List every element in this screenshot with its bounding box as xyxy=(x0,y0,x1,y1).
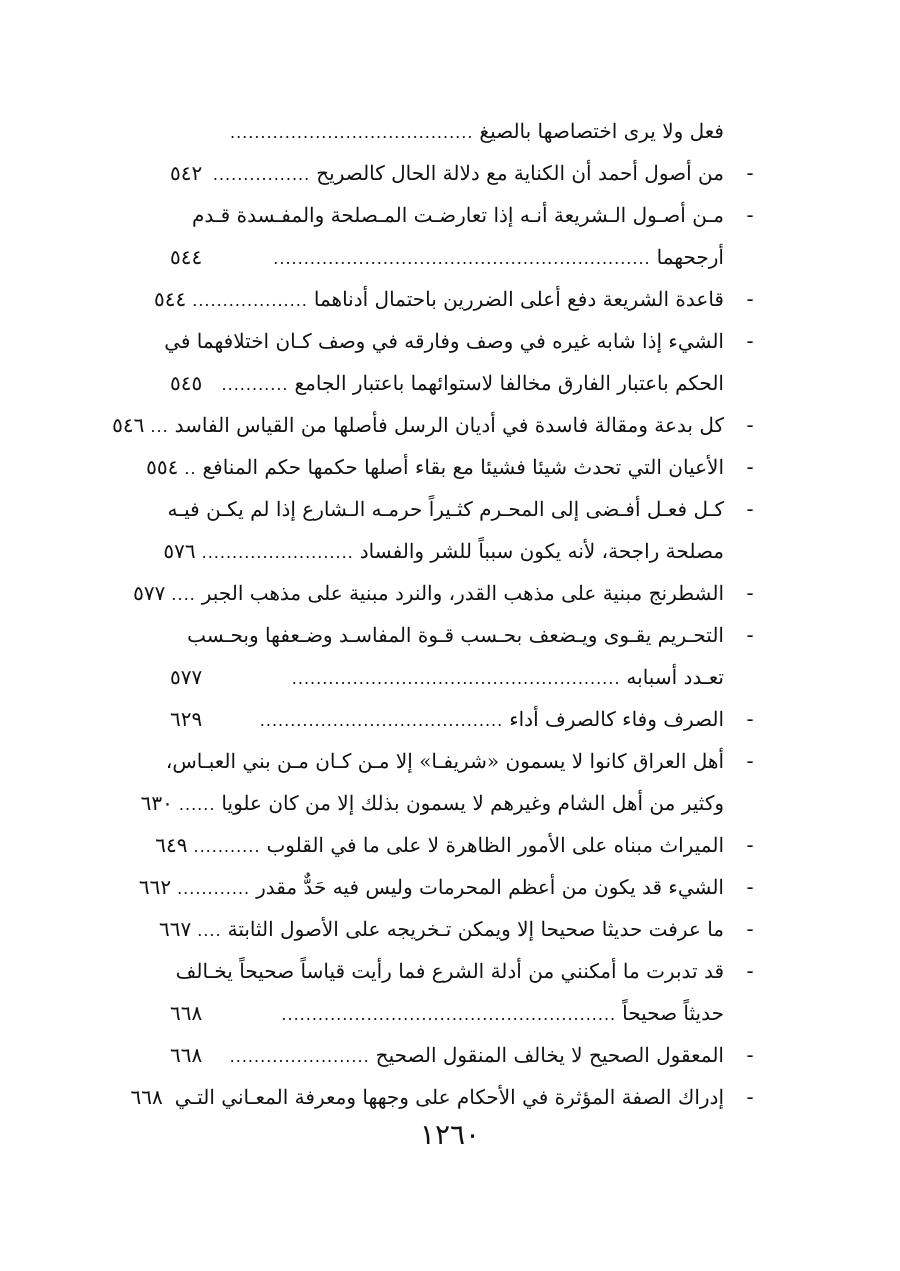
index-entry xyxy=(170,698,760,740)
entry-dash: - xyxy=(746,455,754,479)
entry-line xyxy=(164,320,724,362)
entry-line xyxy=(170,1034,724,1076)
entry-text: أهل العراق كانوا لا يسمون «شريفـا» إلا مـن كـان مـن بني العبـاس، xyxy=(165,749,724,773)
index-list xyxy=(112,110,760,1118)
index-entry xyxy=(133,572,760,614)
index-entry xyxy=(154,278,760,320)
index-entry xyxy=(170,194,760,278)
entry-line xyxy=(159,908,724,950)
entry-text: الشيء إذا شابه غيره في وصف وفارقه في وصف كـان اختلافهما في xyxy=(164,329,724,353)
page-reference: ٥٧٧ xyxy=(133,581,166,605)
page-reference: ٦٣٠ xyxy=(140,791,173,815)
entry-text: الميراث مبناه على الأمور الظاهرة لا على ما في القلوب xyxy=(266,833,724,857)
entry-text: قد تدبرت ما أمكنني من أدلة الشرع فما رأيت قياساً صحيحاً يخـالف xyxy=(175,959,724,983)
leader-dots: ........... xyxy=(193,837,261,856)
entry-text: الحكم باعتبار الفارق مخالفا لاستوائهما باعتبار الجامع xyxy=(294,371,724,395)
page-reference: ٦٦٨ xyxy=(170,1043,203,1067)
entry-line xyxy=(170,698,724,740)
entry-text: فعل ولا يرى اختصاصها بالصيغ xyxy=(479,119,724,143)
entry-text: مـن أصـول الـشريعة أنـه إذا تعارضـت المـصلحة والمفـسدة قـدم xyxy=(191,203,724,227)
leader-dots: .. xyxy=(184,459,197,478)
entry-line xyxy=(167,488,724,530)
entry-text: الشيء قد يكون من أعظم المحرمات وليس فيه حَدٌّ مقدر xyxy=(256,875,724,899)
entry-dash: - xyxy=(746,287,754,311)
page-number: ١٢٦٠ xyxy=(419,1118,481,1151)
entry-dash: - xyxy=(746,1043,754,1067)
leader-dots: ........................................ xyxy=(229,123,474,142)
entry-line xyxy=(170,110,724,152)
entry-line xyxy=(170,992,724,1034)
entry-dash: - xyxy=(746,875,754,899)
entry-dash: - xyxy=(746,959,754,983)
entry-text: من أصول أحمد أن الكناية مع دلالة الحال كالصريح xyxy=(316,161,724,185)
index-entry xyxy=(170,950,760,1034)
page-reference: ٦٦٨ xyxy=(130,1085,163,1109)
entry-line xyxy=(154,278,724,320)
entry-dash: - xyxy=(746,581,754,605)
leader-dots: ................... xyxy=(192,291,308,310)
entry-text: أرجحهما xyxy=(656,245,724,269)
entry-line xyxy=(170,194,724,236)
entry-line xyxy=(155,824,724,866)
index-entry xyxy=(140,740,760,824)
entry-dash: - xyxy=(746,497,754,521)
entry-dash: - xyxy=(746,917,754,941)
entry-text: وكثير من أهل الشام وغيرهم لا يسمون بذلك إلا من كان علويا xyxy=(221,791,724,815)
leader-dots: .............................................................. xyxy=(273,249,651,268)
index-entry xyxy=(164,320,760,404)
leader-dots: .... xyxy=(171,585,196,604)
entry-line xyxy=(146,446,724,488)
entry-line xyxy=(112,404,724,446)
entry-text: التحـريم يقـوى ويـضعف بحـسب قـوة المفاسـد وضـعفها وبحـسب xyxy=(187,623,724,647)
leader-dots: ... xyxy=(150,417,169,436)
entry-text: مصلحة راجحة، لأنه يكون سبباً للشر والفساد xyxy=(359,539,724,563)
entry-line xyxy=(170,362,724,404)
entry-dash: - xyxy=(746,833,754,857)
entry-text: الشطرنج مبنية على مذهب القدر، والنرد مبنية على مذهب الجبر xyxy=(201,581,724,605)
entry-text: كل بدعة ومقالة فاسدة في أديان الرسل فأصلها من القياس الفاسد xyxy=(174,413,724,437)
leader-dots: ........... xyxy=(221,375,289,394)
leader-dots: ................ xyxy=(212,165,311,184)
entry-line xyxy=(170,656,724,698)
leader-dots: ...................................................... xyxy=(291,669,621,688)
entry-line xyxy=(138,866,724,908)
index-entry xyxy=(170,152,760,194)
entry-text: كـل فعـل أفـضى إلى المحـرم كثـيراً حرمـه الـشارع إذا لم يكـن فيـه xyxy=(167,497,724,521)
page-reference: ٥٤٥ xyxy=(170,371,203,395)
index-entry xyxy=(170,1034,760,1076)
entry-dash: - xyxy=(746,749,754,773)
leader-dots: .... xyxy=(197,921,222,940)
entry-text: إدراك الصفة المؤثرة في الأحكام على وجهها ومعرفة المعـاني التـي xyxy=(174,1085,724,1109)
index-entry xyxy=(155,824,760,866)
entry-text: ما عرفت حديثا صحيحا إلا ويمكن تـخريجه على الأصول الثابتة xyxy=(227,917,724,941)
entry-text: المعقول الصحيح لا يخالف المنقول الصحيح xyxy=(375,1043,724,1067)
leader-dots: ...... xyxy=(178,795,216,814)
page-reference: ٥٤٤ xyxy=(170,245,203,269)
entry-text: تعـدد أسبابه xyxy=(626,665,724,689)
index-entry xyxy=(146,446,760,488)
entry-line xyxy=(170,950,724,992)
page-reference: ٦٢٩ xyxy=(170,707,203,731)
index-entry xyxy=(138,866,760,908)
page-reference: ٦٦٧ xyxy=(159,917,192,941)
entry-line xyxy=(165,740,724,782)
entry-text: الأعيان التي تحدث شيئا فشيئا مع بقاء أصلها حكمها حكم المنافع xyxy=(202,455,724,479)
index-entry xyxy=(170,110,760,152)
leader-dots: ....................... xyxy=(229,1047,370,1066)
leader-dots: ......................... xyxy=(201,543,354,562)
page-reference: ٦٦٢ xyxy=(138,875,172,899)
page-reference: ٥٥٤ xyxy=(146,455,179,479)
index-entry xyxy=(163,488,760,572)
leader-dots: ............ xyxy=(177,879,251,898)
index-entry xyxy=(170,614,760,698)
entry-line xyxy=(133,572,724,614)
entry-line xyxy=(170,614,724,656)
page-reference: ٥٤٤ xyxy=(154,287,187,311)
entry-line xyxy=(130,1076,724,1118)
leader-dots: ........................................ xyxy=(259,711,504,730)
page-reference: ٦٤٩ xyxy=(155,833,188,857)
entry-dash: - xyxy=(746,203,754,227)
entry-dash: - xyxy=(746,1085,754,1109)
entry-line xyxy=(163,530,724,572)
leader-dots: ....................................................... xyxy=(281,1005,617,1024)
entry-text: قاعدة الشريعة دفع أعلى الضررين باحتمال أدناهما xyxy=(313,287,724,311)
page-reference: ٥٧٧ xyxy=(170,665,203,689)
page-reference: ٥٤٦ xyxy=(112,413,145,437)
entry-dash: - xyxy=(746,707,754,731)
index-entry xyxy=(159,908,760,950)
entry-dash: - xyxy=(746,329,754,353)
page-reference: ٦٦٨ xyxy=(170,1001,203,1025)
entry-dash: - xyxy=(746,161,754,185)
entry-text: حديثاً صحيحاً xyxy=(622,1001,724,1025)
entry-line xyxy=(170,152,724,194)
entry-line xyxy=(170,236,724,278)
index-entry xyxy=(112,404,760,446)
entry-text: الصرف وفاء كالصرف أداء xyxy=(509,707,724,731)
entry-dash: - xyxy=(746,623,754,647)
entry-dash: - xyxy=(746,413,754,437)
entry-line xyxy=(140,782,724,824)
index-entry xyxy=(130,1076,760,1118)
page-reference: ٥٤٢ xyxy=(170,161,203,185)
page-reference: ٥٧٦ xyxy=(163,539,196,563)
